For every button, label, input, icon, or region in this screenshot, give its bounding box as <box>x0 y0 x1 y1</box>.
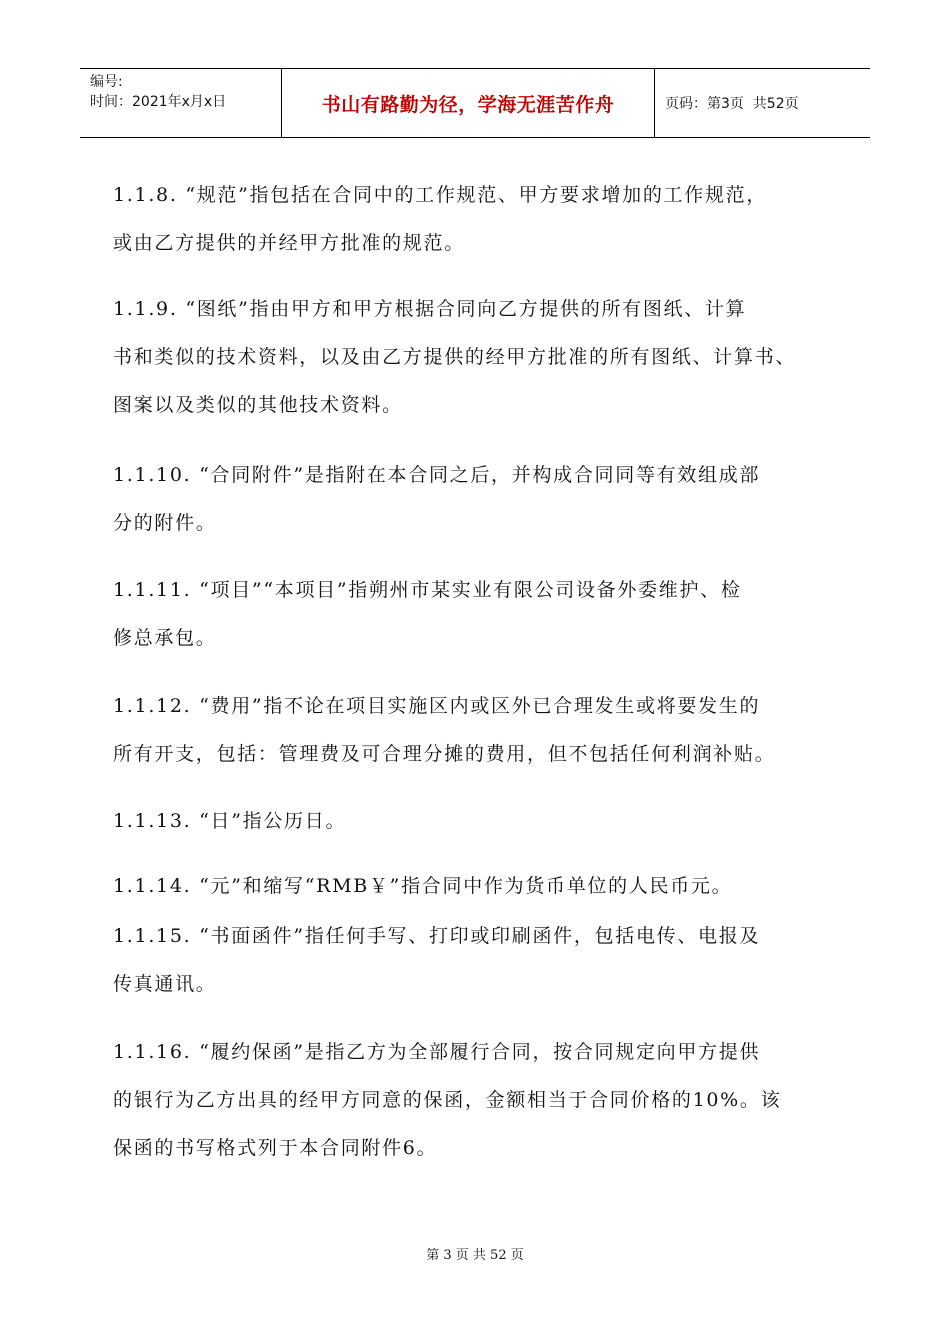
text-line: 1.1.12. “费用”指不论在项目实施区内或区外已合理发生或将要发生的 <box>113 695 761 717</box>
text-line: 书和类似的技术资料，以及由乙方提供的经甲方批准的所有图纸、计算书、 <box>113 346 797 368</box>
clause-1-1-15 <box>113 912 843 1008</box>
text-line: 1.1.9. “图纸”指由甲方和甲方根据合同向乙方提供的所有图纸、计算 <box>113 298 747 320</box>
document-time-label: 时间：2021年x月x日 <box>90 94 227 110</box>
clause-1-1-11 <box>113 566 843 662</box>
text-line: 的银行为乙方出具的经甲方同意的保函，金额相当于合同价格的10%。该 <box>113 1089 782 1111</box>
text-line: 1.1.11. “项目”“本项目”指朔州市某实业有限公司设备外委维护、检 <box>113 579 742 601</box>
header-page-info: 页码：第3页 共52页 <box>665 96 799 112</box>
text-line: 1.1.16. “履约保函”是指乙方为全部履行合同，按合同规定向甲方提供 <box>113 1041 761 1063</box>
clause-1-1-12 <box>113 682 843 778</box>
text-line: 分的附件。 <box>113 512 217 534</box>
clause-1-1-14 <box>113 862 843 910</box>
text-line: 保函的书写格式列于本合同附件6。 <box>113 1137 438 1159</box>
document-number-label: 编号: <box>90 74 123 90</box>
text-line: 或由乙方提供的并经甲方批准的规范。 <box>113 232 465 254</box>
text-line: 图案以及类似的其他技术资料。 <box>113 394 403 416</box>
clause-1-1-8 <box>113 171 843 267</box>
clause-1-1-13 <box>113 797 843 845</box>
text-line: 所有开支，包括：管理费及可合理分摊的费用，但不包括任何利润补贴。 <box>113 743 776 765</box>
text-line: 修总承包。 <box>113 627 217 649</box>
clause-1-1-10 <box>113 451 843 547</box>
header-meta <box>80 69 282 137</box>
page-header <box>80 68 870 138</box>
clause-1-1-9 <box>113 285 843 429</box>
page-footer: 第 3 页 共 52 页 <box>426 1248 524 1263</box>
header-motto: 书山有路勤为径，学海无涯苦作舟 <box>282 69 655 137</box>
text-line: 1.1.10. “合同附件”是指附在本合同之后，并构成合同同等有效组成部 <box>113 464 761 486</box>
text-line: 1.1.8. “规范”指包括在合同中的工作规范、甲方要求增加的工作规范， <box>113 184 768 206</box>
text-line: 1.1.13. “日”指公历日。 <box>113 810 347 832</box>
text-line: 1.1.14. “元”和缩写“RMB￥”指合同中作为货币单位的人民币元。 <box>113 875 733 897</box>
text-line: 1.1.15. “书面函件”指任何手写、打印或印刷函件，包括电传、电报及 <box>113 925 761 947</box>
text-line: 传真通讯。 <box>113 973 217 995</box>
clause-1-1-16 <box>113 1028 843 1172</box>
